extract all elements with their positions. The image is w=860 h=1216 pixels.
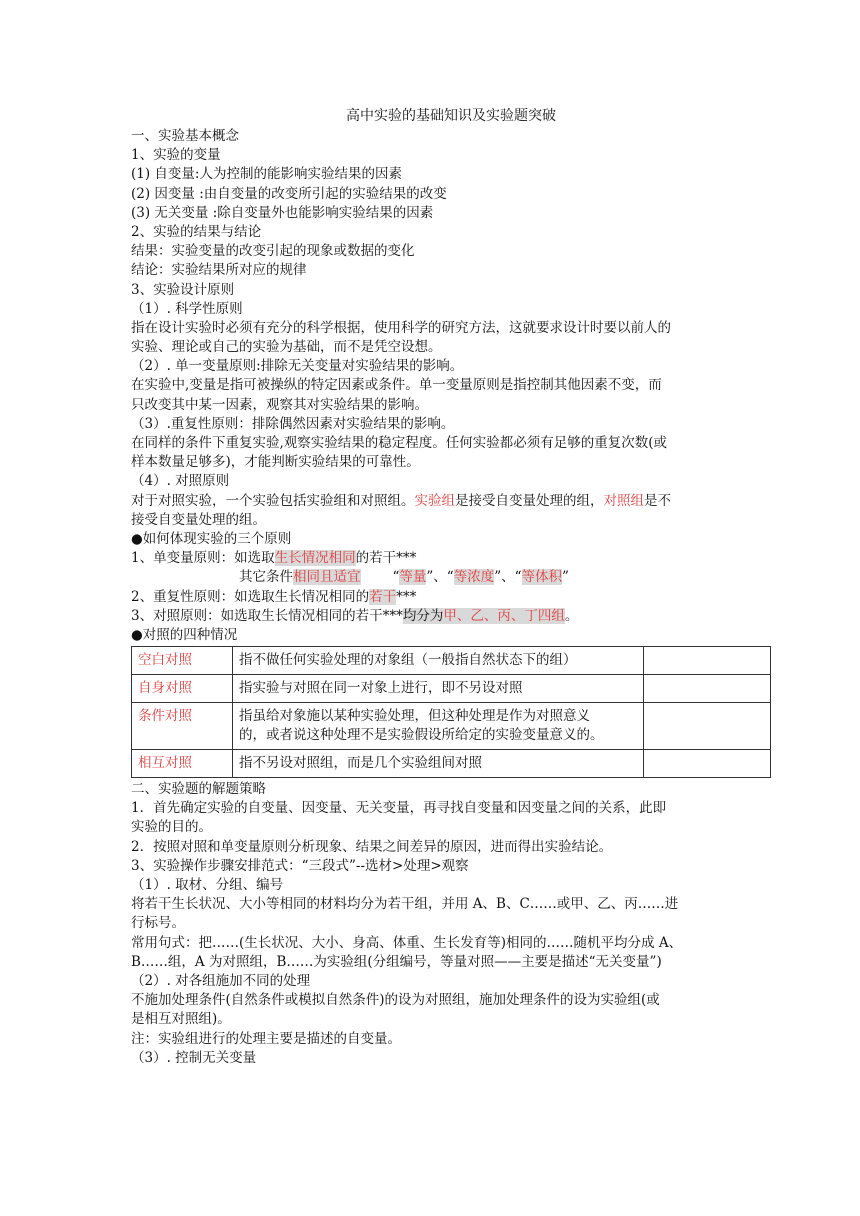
- quote: ”: [562, 569, 569, 586]
- strategy-line: （1）. 取材、分组、编号: [131, 877, 284, 893]
- strategy-line: 1．首先确定实验的自变量、因变量、无关变量，再寻找自变量和因变量之间的关系，此即: [131, 800, 667, 817]
- control-type-name: 条件对照: [132, 703, 233, 750]
- concept-line: 实验、理论或自己的实验为基础，而不是凭空设想。: [131, 339, 442, 356]
- control-type-name: 空白对照: [132, 647, 233, 675]
- concept-line: （2）. 单一变量原则:排除无关变量对实验结果的影响。: [131, 358, 464, 375]
- description-line: 指虽给对象施以某种实验处理，但这种处理是作为对照意义: [239, 708, 590, 725]
- quote: ”、“: [426, 569, 454, 586]
- description-line: 指不做任何实验处理的对象组（一般指自然状态下的组）: [239, 652, 577, 669]
- concept-line: 一、实验基本概念: [131, 128, 239, 144]
- strategy-line: （2）. 对各组施加不同的处理: [131, 972, 311, 989]
- text: 3、对照原则：如选取生长情况相同的若干***: [131, 607, 403, 624]
- description-line: 的，或者说这种处理不是实验假设所给定的实验变量意义的。: [239, 727, 604, 744]
- control-type-name: 相互对照: [132, 750, 233, 778]
- principle-single-variable: [131, 549, 771, 568]
- strategy-line: 行标号。: [131, 915, 185, 932]
- page-title: 高中实验的基础知识及实验题突破: [346, 108, 556, 124]
- text: 。: [564, 607, 579, 624]
- empty-cell: [644, 647, 771, 675]
- concept-line: 指在设计实验时必须有充分的科学根据，使用科学的研究方法，这就要求设计时要以前人的: [131, 319, 671, 336]
- empty-cell: [644, 703, 771, 750]
- control-type-description: [233, 703, 644, 750]
- control-type-description: [233, 675, 644, 703]
- strategy-line: 二、实验题的解题策略: [131, 781, 266, 798]
- concept-line: 在同样的条件下重复实验,观察实验结果的稳定程度。任何实验都必须有足够的重复次数(或: [131, 435, 668, 451]
- control-type-description: [233, 647, 644, 675]
- concept-line: 结论：实验结果所对应的规律: [131, 262, 307, 279]
- table-row: [132, 647, 771, 675]
- text: 均分为: [402, 607, 444, 624]
- strategy-line: 不施加处理条件(自然条件或模拟自然条件)的设为对照组，施加处理条件的设为实验组(或: [131, 992, 660, 1009]
- table-row: [132, 750, 771, 778]
- strategy-line: 3、实验操作步骤安排范式：“三段式”--选材>处理>观察: [131, 857, 469, 874]
- principle-single-variable-conditions: [131, 568, 771, 587]
- strategy-line: （3）. 控制无关变量: [131, 1049, 257, 1066]
- strategy-line: 注：实验组进行的处理主要是描述的自变量。: [131, 1030, 401, 1047]
- text: 对于对照实验，一个实验包括实验组和对照组。: [131, 492, 415, 509]
- empty-cell: [644, 675, 771, 703]
- text: 是不: [644, 492, 671, 509]
- text: 1、单变量原则：如选取: [131, 550, 275, 567]
- strategy-line: 常用句式：把……(生长状况、大小、身高、体重、生长发育等)相同的……随机平均分成 A、: [131, 934, 683, 951]
- concept-line: 只改变其中某一因素，观察其对实验结果的影响。: [131, 396, 428, 413]
- highlight-divide: [403, 608, 565, 624]
- concept-line: （4）. 对照原则: [131, 473, 230, 490]
- strategy-line: B……组，A 为对照组，B……为实验组(分组编号，等量对照——主要是描述“无关变量”): [131, 953, 662, 970]
- strategy-line: 将若干生长状况、大小等相同的材料均分为若干组，并用 A、B、C……或甲、乙、丙……进: [131, 896, 679, 913]
- text: 的若干***: [355, 550, 417, 567]
- text: 其它条件: [239, 569, 293, 586]
- principle-contrast: [131, 607, 771, 626]
- quote: “: [392, 569, 400, 586]
- concept-line: 样本数量足够多)，才能判断实验结果的可靠性。: [131, 454, 420, 471]
- text: 2、重复性原则：如选取生长情况相同的: [131, 588, 370, 605]
- highlight-equal-concentration: 等浓度: [453, 569, 495, 586]
- highlight-same-suitable: 相同且适宜: [293, 569, 361, 586]
- four-cases-heading: ●对照的四种情况: [131, 626, 238, 643]
- experiment-group-term: 实验组: [414, 492, 455, 509]
- strategy-line: 2．按照对照和单变量原则分析现象、结果之间差异的原因，进而得出实验结论。: [131, 838, 613, 855]
- document-page: [131, 105, 771, 1068]
- empty-cell: [644, 750, 771, 778]
- contrast-definition-line2: 接受自变量处理的组。: [131, 511, 266, 528]
- strategy-line: 实验的目的。: [131, 819, 212, 836]
- concept-line: (3) 无关变量 :除自变量外也能影响实验结果的因素: [131, 204, 434, 221]
- highlight-same-growth: 生长情况相同: [274, 550, 356, 567]
- control-group-term: 对照组: [603, 492, 644, 509]
- highlight-equal-amount: 等量: [399, 569, 427, 586]
- text: 是接受自变量处理的组，: [455, 492, 604, 509]
- control-type-description: [233, 750, 644, 778]
- control-types-table: [131, 646, 771, 778]
- text: ***: [396, 588, 417, 605]
- concept-line: (2) 因变量 :由自变量的改变所引起的实验结果的改变: [131, 185, 447, 202]
- principle-repeatability: [131, 588, 771, 607]
- strategy-line: 是相互对照组)。: [131, 1011, 231, 1028]
- section-strategy: [131, 780, 771, 1068]
- control-type-name: 自身对照: [132, 675, 233, 703]
- highlight-four-groups: 甲、乙、丙、丁四组: [443, 607, 565, 624]
- concept-line: (1) 自变量:人为控制的能影响实验结果的因素: [131, 166, 402, 183]
- section-concepts: [131, 127, 771, 492]
- concept-line: 2、实验的结果与结论: [131, 223, 262, 240]
- description-line: 指实验与对照在同一对象上进行，即不另设对照: [239, 680, 523, 697]
- concept-line: 3、实验设计原则: [131, 281, 235, 298]
- contrast-definition-line1: [131, 492, 771, 511]
- concept-line: （3）.重复性原则：排除偶然因素对实验结果的影响。: [131, 415, 455, 432]
- highlight-equal-volume: 等体积: [521, 569, 563, 586]
- concept-line: 结果：实验变量的改变引起的现象或数据的变化: [131, 243, 415, 260]
- quote: ”、“: [494, 569, 522, 586]
- table-row: [132, 675, 771, 703]
- concept-line: （1）. 科学性原则: [131, 300, 243, 317]
- table-row: [132, 703, 771, 750]
- three-principles-heading: ●如何体现实验的三个原则: [131, 530, 292, 547]
- highlight-several: 若干: [369, 588, 397, 605]
- description-line: 指不另设对照组，而是几个实验组间对照: [239, 755, 482, 772]
- concept-line: 在实验中,变量是指可被操纵的特定因素或条件。单一变量原则是指控制其他因素不变，而: [131, 377, 662, 394]
- concept-line: 1、实验的变量: [131, 147, 221, 164]
